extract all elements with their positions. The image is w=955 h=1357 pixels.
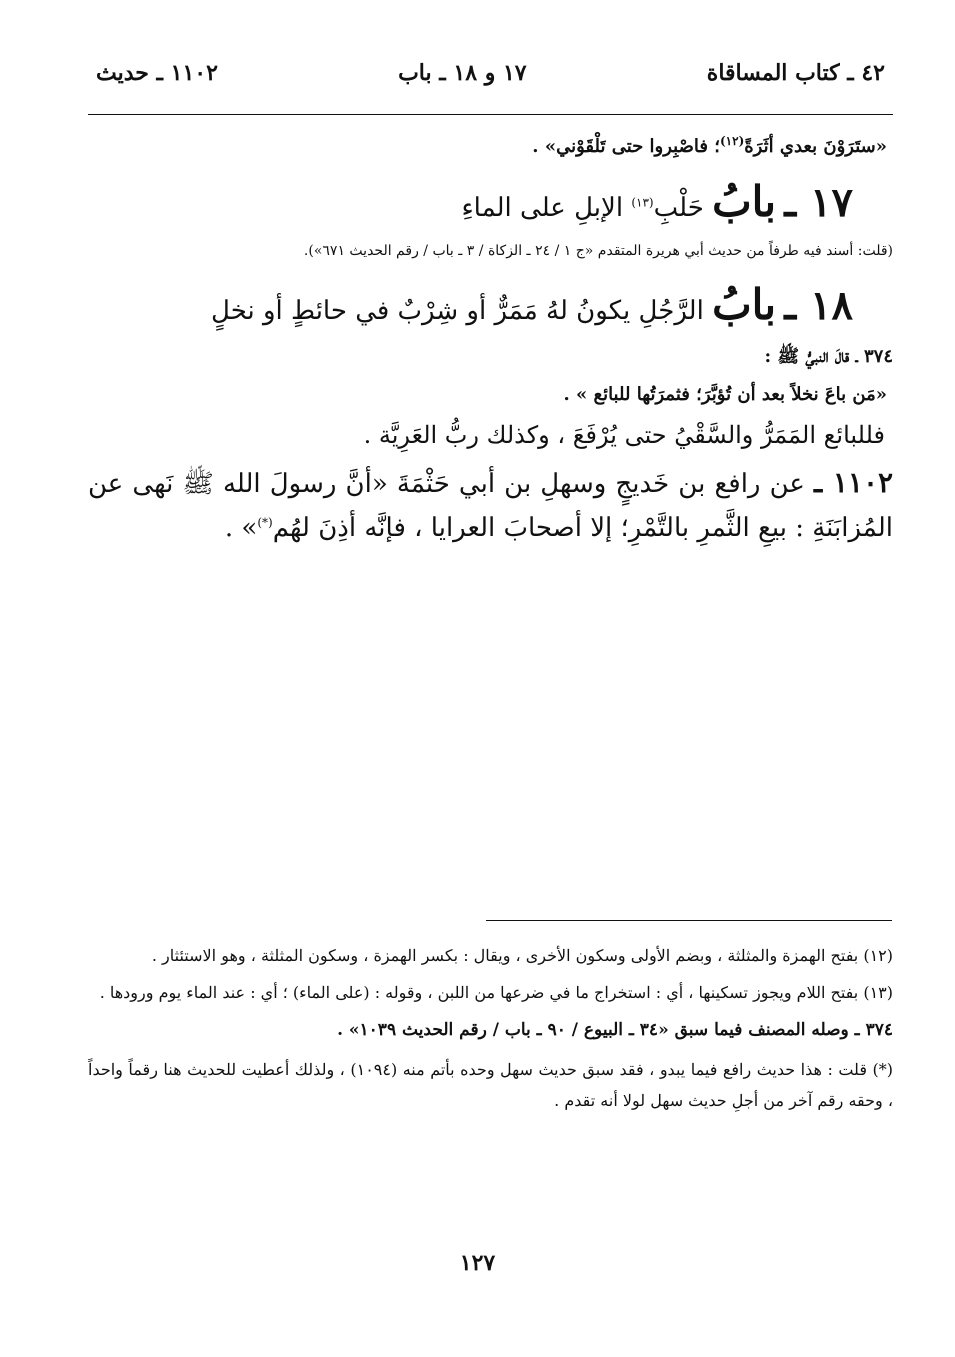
footnotes: [88, 940, 893, 1122]
footnote-ref-12: (١٢): [719, 134, 745, 148]
header-rule: [88, 114, 893, 115]
hadith-1102-text: عن رافع بن خَديجٍ وسهلِ بن أبي حَثْمَةَ «أنَّ رسولَ الله ﷺ نَهى عن المُزابَنَةِ : بيعِ الثَّمرِ بالتَّمْرِ؛ إلا أصحابَ العرايا ، فإنَّه أذِنَ لهُم: [88, 469, 893, 543]
footnote-rule: [486, 920, 892, 921]
chapter-17-number: ١٧ ـ: [784, 179, 853, 227]
footnote-374: ٣٧٤ ـ وصله المصنف فيما سبق «٣٤ ـ البيوع / ٩٠ ـ باب / رقم الحديث ١٠٣٩» .: [337, 1020, 893, 1041]
page: [88, 60, 893, 575]
chapter-18-heading: [88, 276, 893, 335]
header-hadith-number: ١١٠٢ ـ حديث: [96, 60, 218, 86]
chapter-17-note: (قلت: أسند فيه طرفاً من حديث أبي هريرة المتقدم «ج ١ / ٢٤ ـ الزكاة / ٣ ـ باب / رقم الحديث ٦٧١»).: [303, 242, 893, 259]
hadith-1102: ١١٠٢ ـ عن رافع بن خَديجٍ وسهلِ بن أبي حَثْمَةَ «أنَّ رسولَ الله ﷺ نَهى عن المُزابَنَةِ : بيعِ الثَّمرِ بالتَّمْرِ؛ إلا أصحابَ العرايا ، فإنَّه أذِنَ لهُم(*)» .: [88, 466, 894, 543]
header-book-title: ٤٢ ـ كتاب المساقاة: [706, 60, 885, 86]
running-header: [88, 60, 893, 94]
footnote-ref-star: (*): [257, 514, 273, 529]
quote-top: «ستَرَوْنَ بعدي أثَرَةً$^{(١٢)}$؛ فاصْبِروا حتى تَلْقَوْني» .: [532, 134, 887, 157]
footnote-ref-13: (١٣): [631, 195, 654, 210]
page-number: ١٢٧: [459, 1250, 496, 1276]
commentary: فللبائع المَمَرُّ والسَّقْيُ حتى يُرْفَعَ ، وكذلك ربُّ العَرِيَّة .: [363, 420, 885, 449]
chapter-17-heading: [88, 173, 893, 232]
chapter-17-bab: بابُ: [712, 177, 777, 227]
footnote-13: (١٣) بفتح اللام ويجوز تسكينها ، أي : استخراج ما في ضرعها من اللبن ، وقوله : (على الماء) ؛ أي : عند الماء يوم ورودها .: [99, 983, 893, 1003]
chapter-17-title-b: الإبلِ على الماءِ: [461, 193, 624, 224]
hadith-374-intro: ٣٧٤ ـ قالَ النبيُّ ﷺ :: [764, 346, 893, 368]
chapter-18-number: ١٨ ـ: [784, 281, 853, 329]
footnote-star: (*) قلت : هذا حديث رافع فيما يبدو ، فقد سبق حديث سهل وحده بأتم منه (١٠٩٤) ، ولذلك أعطيت للحديث هنا رقماً واحداً ، وحقه رقم آخر من أجلِ حديث سهل لولا أنه تقدم .: [88, 1059, 893, 1110]
chapter-18-bab: بابُ: [712, 279, 777, 329]
hadith-1102-number: ١١٠٢ ـ: [814, 466, 894, 500]
header-chapter-range: ١٧ و ١٨ ـ باب: [398, 60, 527, 86]
chapter-18-title: الرَّجُلِ يكونُ لهُ مَمَرٌّ أو شِرْبٌ في حائطٍ أو نخلٍ: [211, 295, 704, 326]
footnote-12: (١٢) بفتح الهمزة والمثلثة ، وبضم الأولى وسكون الأخرى ، ويقال : بكسر الهمزة ، وسكون المثلثة ، وهو الاستئثار .: [151, 946, 893, 965]
hadith-374-text: «مَن باعَ نخلاً بعد أن تُؤبَّرَ؛ فثمرَتُها للبائع » .: [563, 383, 887, 405]
chapter-17-title-a: حَلْبِ: [653, 193, 704, 224]
